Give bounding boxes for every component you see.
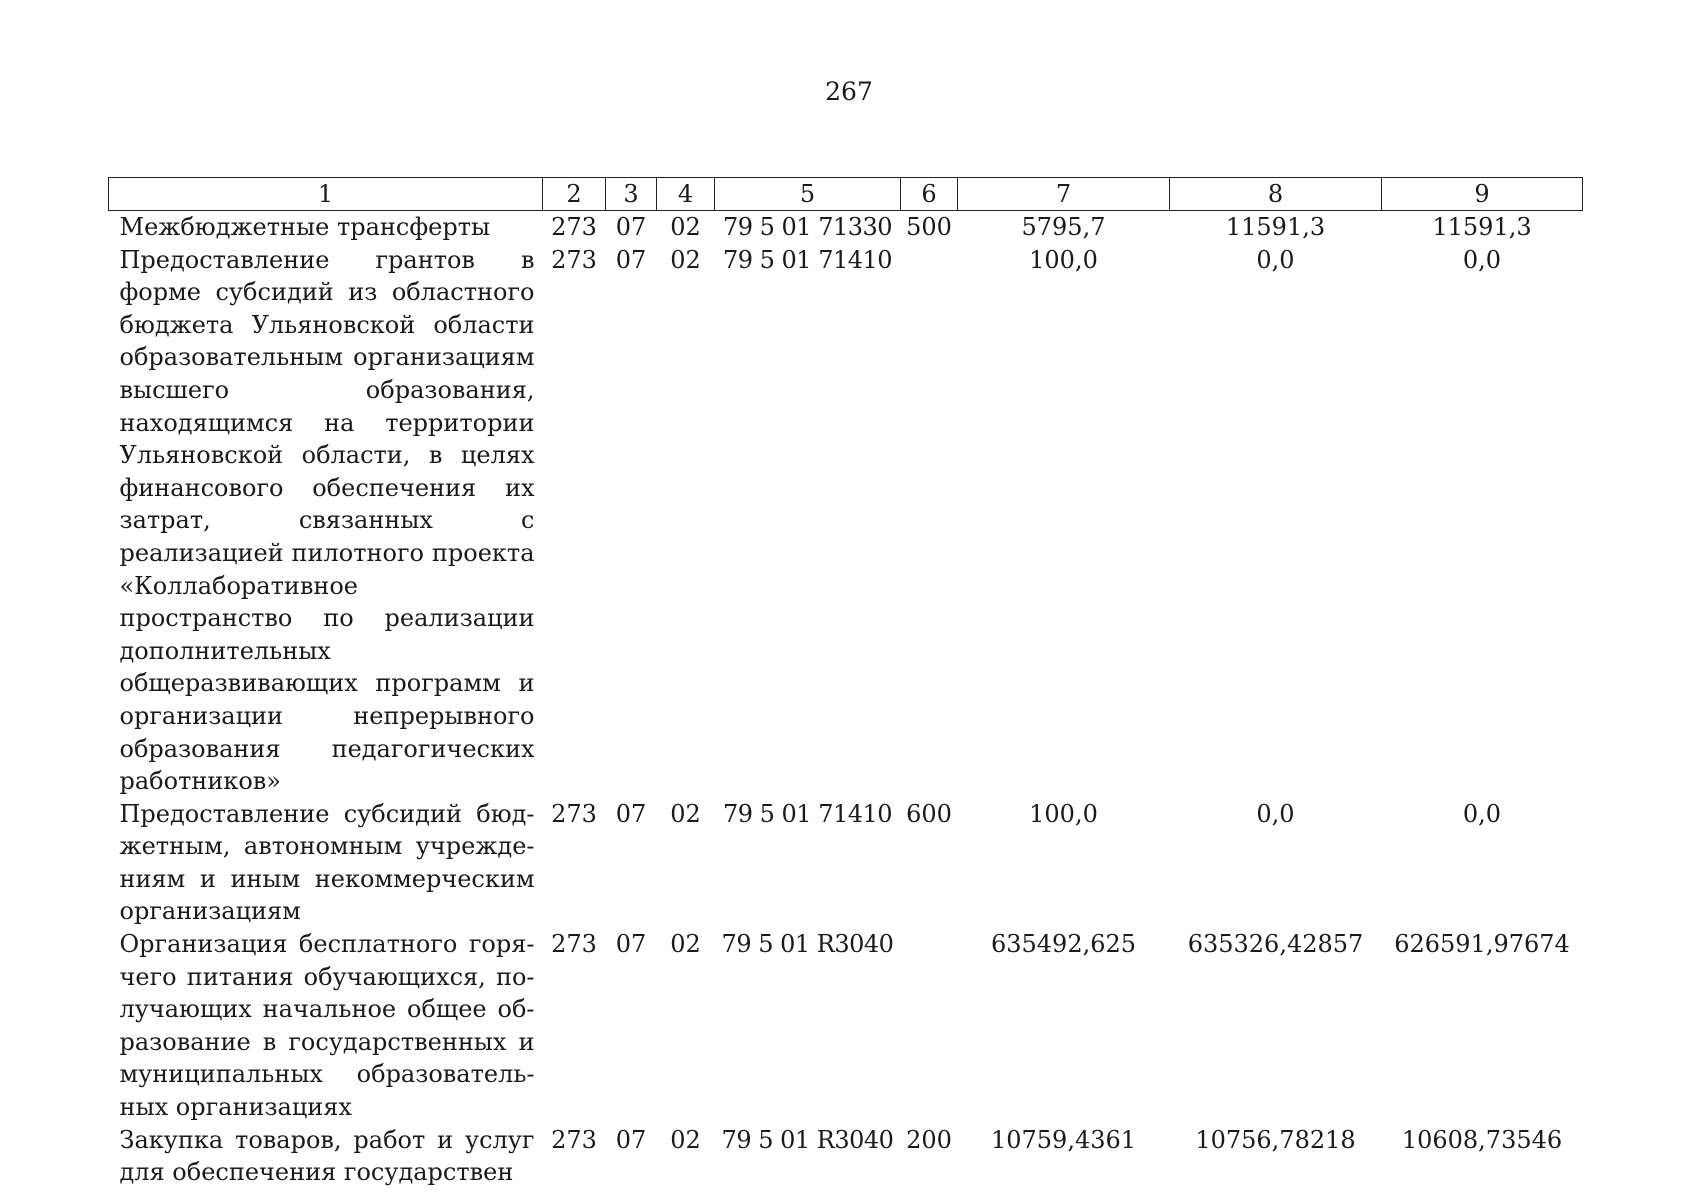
row-amount-year-2: 11591,3 (1225, 213, 1326, 241)
row-expense-type (901, 928, 958, 1124)
budget-table (108, 177, 1583, 1189)
header-col-3: 3 (606, 178, 657, 211)
row-expense-type: 200 (906, 1125, 952, 1154)
row-amount-year-3: 0,0 (1462, 799, 1502, 828)
row-subsection-code: 02 (670, 799, 701, 828)
row-expense-type: 600 (906, 799, 952, 828)
row-target-code: 79 5 01 71330 (722, 213, 893, 241)
row-amount-year-1: 10759,4361 (990, 1125, 1137, 1154)
table-row (109, 798, 1583, 928)
row-name: Предоставление грантов в форме субсидий из областного бюджета Ульяновской области образовательным организациям высшего образования, находящимся на территории Ульяновской области, в целях финансового обеспечения их затрат, связанных с реализацией пилотного проекта «Коллаборативное пространство по реализации дополнительных общеразвивающих программ и организации непрерывного образования педагогических работников» (119, 245, 535, 796)
row-amount-year-1: 635492,625 (990, 930, 1137, 959)
row-name: Предоставление субсидий бюджетным, автономным учреждениям и иным некоммерческим организациям (119, 799, 535, 926)
row-admin-code: 273 (551, 930, 597, 959)
header-col-4: 4 (657, 178, 715, 211)
row-amount-year-2: 635326,42857 (1187, 930, 1364, 959)
row-target-code: 79 5 01 71410 (722, 245, 893, 274)
header-col-5: 5 (715, 178, 901, 211)
row-subsection-code: 02 (670, 930, 701, 959)
row-amount-year-2: 0,0 (1256, 245, 1295, 274)
row-amount-year-2: 0,0 (1256, 799, 1295, 828)
row-amount-year-1: 5795,7 (1021, 213, 1106, 241)
row-amount-year-1: 100,0 (1029, 799, 1098, 828)
row-amount-year-3: 10608,73546 (1401, 1125, 1563, 1154)
row-admin-code: 273 (551, 1125, 597, 1154)
row-amount-year-1: 100,0 (1029, 245, 1098, 274)
row-name: Межбюджетные трансферты (119, 213, 491, 241)
page-number: 267 (825, 77, 873, 106)
row-section-code: 07 (615, 930, 647, 959)
header-col-9: 9 (1382, 178, 1583, 211)
table-body (109, 211, 1583, 1189)
row-amount-year-3: 0,0 (1462, 245, 1502, 274)
row-expense-type (901, 244, 958, 798)
row-target-code: 79 5 01 R3040 (721, 1125, 894, 1154)
row-amount-year-3: 11591,3 (1432, 213, 1532, 241)
row-target-code: 79 5 01 R3040 (721, 930, 894, 959)
table-row (109, 928, 1583, 1124)
table-row (109, 211, 1583, 244)
row-name: Закупка товаров, работ и услуг для обеспечения государствен (119, 1125, 535, 1187)
row-target-code: 79 5 01 71410 (722, 799, 893, 828)
row-admin-code: 273 (551, 213, 597, 241)
header-row (109, 178, 1583, 211)
row-amount-year-2: 10756,78218 (1195, 1125, 1356, 1154)
row-subsection-code: 02 (670, 245, 701, 274)
row-section-code: 07 (615, 213, 647, 241)
row-section-code: 07 (615, 245, 647, 274)
row-section-code: 07 (615, 1125, 647, 1154)
table-header (109, 178, 1583, 211)
header-col-2: 2 (543, 178, 606, 211)
header-col-6: 6 (901, 178, 958, 211)
table-row (109, 1124, 1583, 1189)
row-name: Организация бесплатного горячего питания обучающихся, получающих начальное общее образование в государственных и муниципальных образовательных организациях (119, 930, 535, 1122)
row-expense-type: 500 (906, 213, 952, 241)
row-admin-code: 273 (551, 799, 597, 828)
header-col-8: 8 (1170, 178, 1382, 211)
row-subsection-code: 02 (670, 213, 701, 241)
row-amount-year-3: 626591,97674 (1394, 930, 1570, 959)
header-col-1: 1 (109, 178, 543, 211)
row-admin-code: 273 (551, 245, 597, 274)
row-subsection-code: 02 (670, 1125, 701, 1154)
row-section-code: 07 (615, 799, 647, 828)
header-col-7: 7 (958, 178, 1170, 211)
table-row (109, 244, 1583, 798)
